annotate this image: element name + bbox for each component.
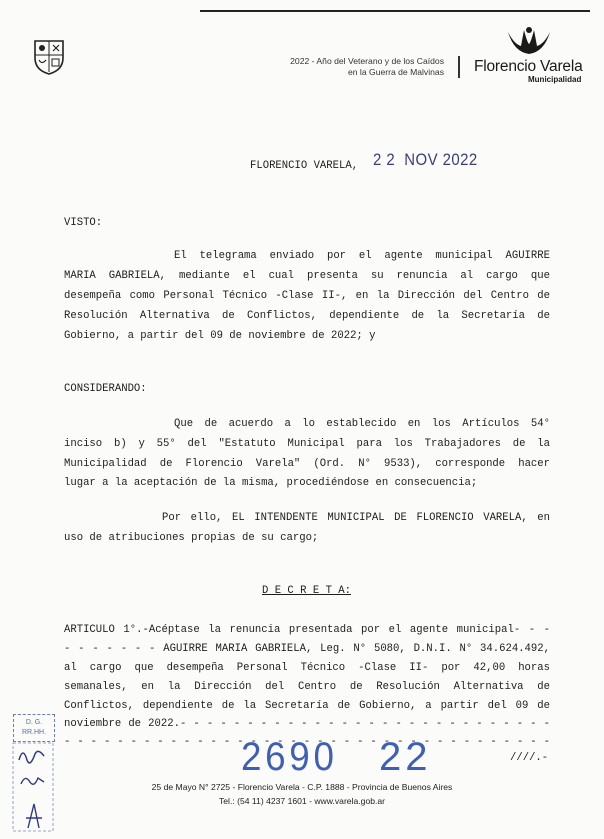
visto-line: El telegrama enviado por el agente municipal AGUIRRE xyxy=(174,250,550,262)
visto-line: Gobierno, a partir del 09 de noviembre de 2022; y xyxy=(64,330,376,342)
article-line: - - - - - - - AGUIRRE MARIA GABRIELA, Leg. N° 5080, D.N.I. N° 34.624.492, xyxy=(64,643,550,655)
margin-stamp-line-2: RR.HH. xyxy=(21,729,47,736)
decreta-heading: D E C R E T A: xyxy=(262,585,352,597)
por-ello-line: Por ello, EL INTENDENTE MUNICIPAL DE FLORENCIO VARELA, en xyxy=(162,512,550,524)
margin-stamp xyxy=(13,714,55,742)
considerando-line: Municipalidad de Florencio Varela" (Ord. N° 9533), corresponde hacer xyxy=(64,458,550,470)
year-slogan xyxy=(250,56,444,78)
slogan-line-2: en la Guerra de Malvinas xyxy=(347,67,444,77)
brand-name: Florencio Varela xyxy=(474,58,583,75)
footer-contact: Tel.: (54 11) 4237 1601 - www.varela.gob.ar xyxy=(218,796,386,806)
considerando-heading: CONSIDERANDO: xyxy=(64,383,147,395)
article-line: ARTICULO 1°.-Acéptase la renuncia presentada por el agente municipal- - - xyxy=(64,624,550,636)
decree-number: 2690 xyxy=(241,735,338,779)
municipality-logo-icon xyxy=(504,26,554,56)
visto-heading: VISTO: xyxy=(64,217,103,229)
visto-line: MARIA GABRIELA, mediante el cual presenta su renuncia al cargo que xyxy=(64,270,550,282)
considerando-line: Que de acuerdo a lo establecido en los Artículos 54° xyxy=(174,418,550,430)
por-ello-line: uso de atribuciones propias de su cargo; xyxy=(64,532,319,544)
visto-line: Resolución Alternativa de Conflictos, dependiente de la Secretaría de xyxy=(64,310,550,322)
continuation-mark: ////.- xyxy=(510,752,549,764)
considerando-line: inciso b) y 55° del "Estatuto Municipal para los Trabajadores de la xyxy=(64,438,550,450)
visto-line: desempeña como Personal Técnico -Clase II-, en la Dirección del Centro de xyxy=(64,290,550,302)
decree-year: 22 xyxy=(379,735,432,779)
header-divider xyxy=(458,56,460,78)
date-stamp: 2 2 NOV 2022 xyxy=(373,150,478,169)
margin-stamp-line-1: D. G. xyxy=(25,719,43,726)
article-line: al cargo que desempeña Personal Técnico -Clase II- por 42,00 horas xyxy=(64,662,550,674)
brand-subtitle: Municipalidad xyxy=(528,75,582,84)
footer-address: 25 de Mayo N° 2725 - Florencio Varela - C.P. 1888 - Provincia de Buenos Aires xyxy=(151,782,453,792)
article-line: - - - - - - - - - - - - - - - - - - - - - - - - - - - - - - - - - - - - - xyxy=(64,736,550,748)
top-edge xyxy=(200,10,590,12)
coat-of-arms-icon xyxy=(32,38,66,76)
slogan-line-1: 2022 - Año del Veterano y de los Caídos xyxy=(290,56,444,66)
article-line: noviembre de 2022.- - - - - - - - - - - - - - - - - - - - - - - - - - - - xyxy=(64,718,550,730)
article-line: semanales, en la Dirección del Centro de Resolución Alternativa de xyxy=(64,681,550,693)
article-line: Conflictos, dependiente de la Secretaría de Gobierno, a partir del 09 de xyxy=(64,700,550,712)
considerando-line: lugar a la aceptación de la misma, procediéndose en consecuencia; xyxy=(64,477,478,489)
date-place: FLORENCIO VARELA, xyxy=(250,160,359,172)
